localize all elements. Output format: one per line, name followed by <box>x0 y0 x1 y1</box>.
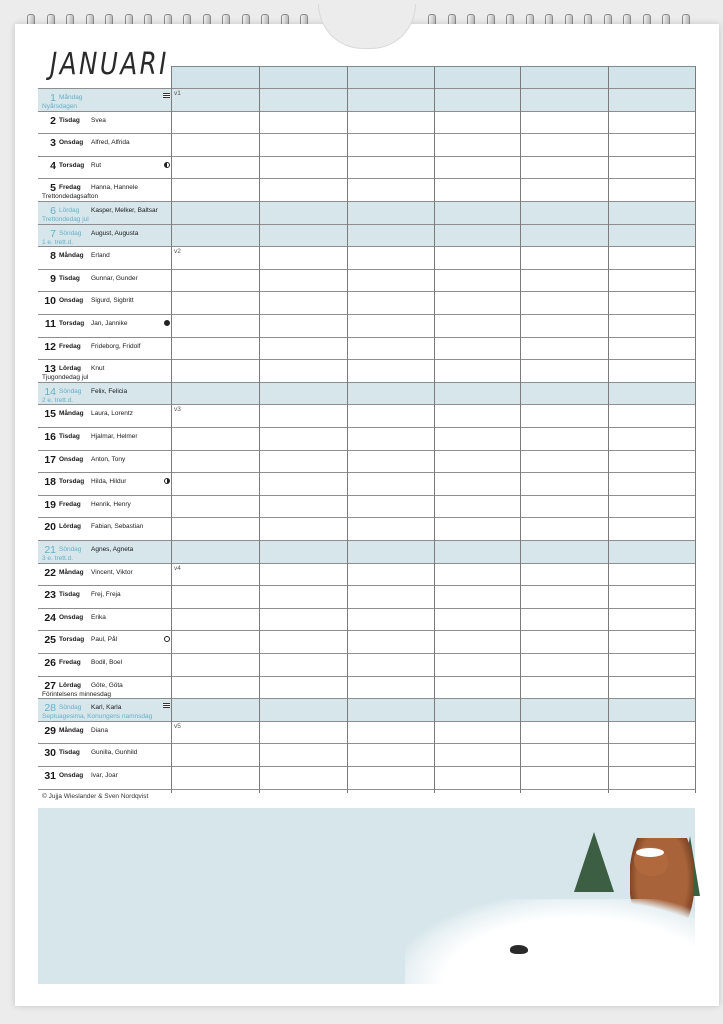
row-divider <box>38 721 695 722</box>
day-row[interactable] <box>38 563 695 586</box>
weekday-name: Fredag <box>59 342 81 350</box>
name-day: Agnes, Agneta <box>91 546 134 553</box>
copyright: © Jujja Wieslander & Sven Nordqvist <box>42 793 149 800</box>
week-number: v3 <box>174 406 181 414</box>
row-divider <box>38 766 695 767</box>
weekday-name: Fredag <box>59 500 81 508</box>
bird-figure <box>510 945 528 954</box>
day-note: Tjugondedag jul <box>42 374 89 382</box>
day-row[interactable] <box>38 450 695 473</box>
name-day: Jan, Jannike <box>91 320 128 327</box>
name-day: August, Augusta <box>91 229 139 237</box>
weekday-name: Onsdag <box>59 455 84 463</box>
row-divider <box>38 789 695 790</box>
day-row[interactable] <box>38 224 695 247</box>
weekday-name: Söndag <box>59 229 82 237</box>
day-note: Nyårsdagen <box>42 103 78 110</box>
week-number: v1 <box>174 90 181 97</box>
row-divider <box>38 653 695 654</box>
name-day: Svea <box>91 116 106 124</box>
name-day: Vincent, Viktor <box>91 568 133 576</box>
day-number: 31 <box>44 770 56 782</box>
weekday-name: Måndag <box>59 94 83 101</box>
day-number: 22 <box>44 566 56 579</box>
name-day: Karl, Karla <box>91 704 122 712</box>
name-day: Göte, Göta <box>91 681 123 689</box>
weekday-name: Måndag <box>59 726 84 734</box>
day-number: 26 <box>44 657 56 669</box>
day-row[interactable] <box>38 676 695 699</box>
week-number: v4 <box>174 564 181 572</box>
name-day: Hjalmar, Helmer <box>91 433 138 440</box>
week-number: v2 <box>174 248 181 256</box>
row-divider <box>38 88 695 89</box>
day-row[interactable] <box>38 427 695 450</box>
moon-phase-icon <box>164 636 170 642</box>
day-number: 30 <box>44 747 56 760</box>
day-row[interactable] <box>38 178 695 201</box>
name-day: Alfred, Alfrida <box>91 139 130 147</box>
weekday-name: Onsdag <box>59 772 84 779</box>
weekday-name: Torsdag <box>59 478 85 486</box>
day-row[interactable] <box>38 337 695 360</box>
column-divider <box>347 66 348 793</box>
row-divider <box>38 269 695 270</box>
day-number: 13 <box>44 363 56 376</box>
column-divider <box>171 66 172 793</box>
day-row[interactable] <box>38 246 695 269</box>
weekday-name: Onsdag <box>59 613 84 621</box>
day-number: 29 <box>44 724 56 737</box>
name-day: Laura, Lorentz <box>91 410 133 418</box>
column-divider <box>695 66 696 793</box>
weekday-name: Lördag <box>59 681 82 689</box>
name-day: Henrik, Henry <box>91 500 131 508</box>
day-row[interactable] <box>38 314 695 337</box>
weekday-name: Söndag <box>59 387 82 395</box>
day-number: 8 <box>50 250 56 263</box>
day-note: 1 e. trett.d. <box>42 238 74 246</box>
weekday-name: Måndag <box>59 410 84 418</box>
day-row[interactable] <box>38 540 695 563</box>
day-note: Septuagesima, Konungens namnsdag <box>42 713 153 721</box>
day-number: 18 <box>44 476 56 489</box>
weekday-name: Tisdag <box>59 274 80 282</box>
row-divider <box>38 676 695 677</box>
row-divider <box>38 495 695 496</box>
day-number: 28 <box>44 702 56 715</box>
day-number: 3 <box>50 137 56 150</box>
moon-phase-icon <box>164 478 170 484</box>
row-divider <box>38 540 695 541</box>
row-divider <box>38 201 695 202</box>
day-number: 19 <box>44 498 56 511</box>
weekday-name: Tisdag <box>59 433 80 440</box>
day-row[interactable] <box>38 382 695 405</box>
day-number: 15 <box>44 408 56 421</box>
day-row[interactable] <box>38 269 695 292</box>
day-number: 23 <box>44 589 56 602</box>
snow-cap <box>636 848 664 857</box>
name-day: Erland <box>91 252 110 260</box>
day-row[interactable] <box>38 472 695 495</box>
weekday-name: Söndag <box>59 546 82 553</box>
day-number: 4 <box>50 159 56 172</box>
day-number: 24 <box>44 611 56 624</box>
name-day: Frej, Freja <box>91 591 121 599</box>
moon-phase-icon <box>164 162 170 168</box>
day-row[interactable] <box>38 359 695 382</box>
name-day: Hilda, Hildur <box>91 478 127 486</box>
name-day: Kasper, Melker, Baltsar <box>91 207 158 214</box>
weekday-name: Onsdag <box>59 139 84 147</box>
weekday-name: Lördag <box>59 523 82 531</box>
name-day: Sigurd, Sigbritt <box>91 297 134 305</box>
day-row[interactable] <box>38 111 695 134</box>
weekday-name: Tisdag <box>59 591 80 599</box>
moon-phase-icon <box>164 320 170 326</box>
name-day: Erika <box>91 613 106 621</box>
day-row[interactable] <box>38 156 695 179</box>
weekday-name: Lördag <box>59 207 80 214</box>
column-divider <box>259 66 260 793</box>
name-day: Rut <box>91 161 102 169</box>
swedish-flag-icon <box>163 703 170 708</box>
row-divider <box>38 450 695 451</box>
week-number: v5 <box>174 722 181 730</box>
weekday-name: Söndag <box>59 704 82 712</box>
row-divider <box>38 743 695 744</box>
name-day: Paul, Pål <box>91 636 118 644</box>
name-day: Fabian, Sebastian <box>91 523 144 531</box>
pine-tree <box>574 832 614 892</box>
day-note: 3 e. trett.d. <box>42 555 74 562</box>
row-divider <box>38 427 695 428</box>
day-note: Trettondedagsafton <box>42 193 99 201</box>
name-day: Gunnar, Gunder <box>91 274 138 282</box>
row-divider <box>38 585 695 586</box>
weekday-name: Torsdag <box>59 161 85 169</box>
row-divider <box>38 314 695 315</box>
day-row[interactable] <box>38 608 695 631</box>
swedish-flag-icon <box>163 93 170 98</box>
day-number: 20 <box>44 521 56 534</box>
name-day: Felix, Felicia <box>91 387 128 395</box>
day-note: 2 e. trett.d. <box>42 396 74 404</box>
name-day: Anton, Tony <box>91 455 126 463</box>
day-row[interactable] <box>38 743 695 766</box>
name-day: Bodil, Boel <box>91 659 123 666</box>
month-title: JANUARI <box>50 47 169 82</box>
day-number: 7 <box>50 227 56 240</box>
row-divider <box>38 472 695 473</box>
row-divider <box>38 563 695 564</box>
weekday-name: Tisdag <box>59 749 80 757</box>
row-divider <box>38 404 695 405</box>
day-row[interactable] <box>38 721 695 744</box>
day-number: 16 <box>44 431 56 443</box>
name-day: Ivar, Joar <box>91 772 118 779</box>
name-day: Frideborg, Fridolf <box>91 342 141 350</box>
name-day: Gunilla, Gunhild <box>91 749 138 757</box>
day-number: 9 <box>50 272 56 285</box>
day-number: 14 <box>44 385 56 398</box>
weekday-name: Torsdag <box>59 320 85 327</box>
row-divider <box>38 156 695 157</box>
row-divider <box>38 291 695 292</box>
weekday-name: Fredag <box>59 659 81 666</box>
row-divider <box>38 111 695 112</box>
day-note: Trettondedag jul <box>42 216 89 223</box>
row-divider <box>38 359 695 360</box>
day-row[interactable] <box>38 630 695 653</box>
day-row[interactable] <box>38 585 695 608</box>
day-row[interactable] <box>38 88 695 111</box>
day-number: 11 <box>44 318 56 330</box>
column-header-row <box>171 66 695 89</box>
row-divider <box>38 178 695 179</box>
day-row[interactable] <box>38 291 695 314</box>
row-divider <box>38 517 695 518</box>
weekday-name: Måndag <box>59 252 84 260</box>
day-row[interactable] <box>38 698 695 721</box>
snowdrift <box>405 899 695 984</box>
row-divider <box>38 337 695 338</box>
day-number: 5 <box>50 182 56 195</box>
day-row[interactable] <box>38 517 695 540</box>
name-day: Diana <box>91 726 108 734</box>
day-note: Förintelsens minnesdag <box>42 690 112 698</box>
day-number: 12 <box>44 340 56 353</box>
weekday-name: Tisdag <box>59 116 80 124</box>
weekday-name: Onsdag <box>59 297 84 305</box>
column-divider <box>434 66 435 793</box>
column-divider <box>520 66 521 793</box>
weekday-name: Måndag <box>59 568 84 576</box>
weekday-name: Torsdag <box>59 636 85 644</box>
day-row[interactable] <box>38 495 695 518</box>
row-divider <box>38 246 695 247</box>
day-row[interactable] <box>38 404 695 427</box>
row-divider <box>38 698 695 699</box>
day-number: 25 <box>44 634 56 647</box>
day-row[interactable] <box>38 766 695 789</box>
weekday-name: Lördag <box>59 365 82 373</box>
weekday-name: Fredag <box>59 184 81 192</box>
column-divider <box>608 66 609 793</box>
illustration <box>38 808 695 984</box>
day-number: 17 <box>44 453 56 466</box>
day-row[interactable] <box>38 201 695 224</box>
day-number: 2 <box>50 114 56 127</box>
name-day: Hanna, Hannele <box>91 184 138 192</box>
day-row[interactable] <box>38 653 695 676</box>
row-divider <box>38 382 695 383</box>
row-divider <box>38 630 695 631</box>
day-number: 1 <box>50 92 56 104</box>
day-number: 27 <box>44 679 56 692</box>
row-divider <box>38 608 695 609</box>
day-number: 21 <box>44 544 56 556</box>
day-number: 10 <box>44 295 56 308</box>
day-number: 6 <box>50 205 56 217</box>
row-divider <box>38 133 695 134</box>
name-day: Knut <box>91 365 105 373</box>
day-row[interactable] <box>38 133 695 156</box>
row-divider <box>38 224 695 225</box>
